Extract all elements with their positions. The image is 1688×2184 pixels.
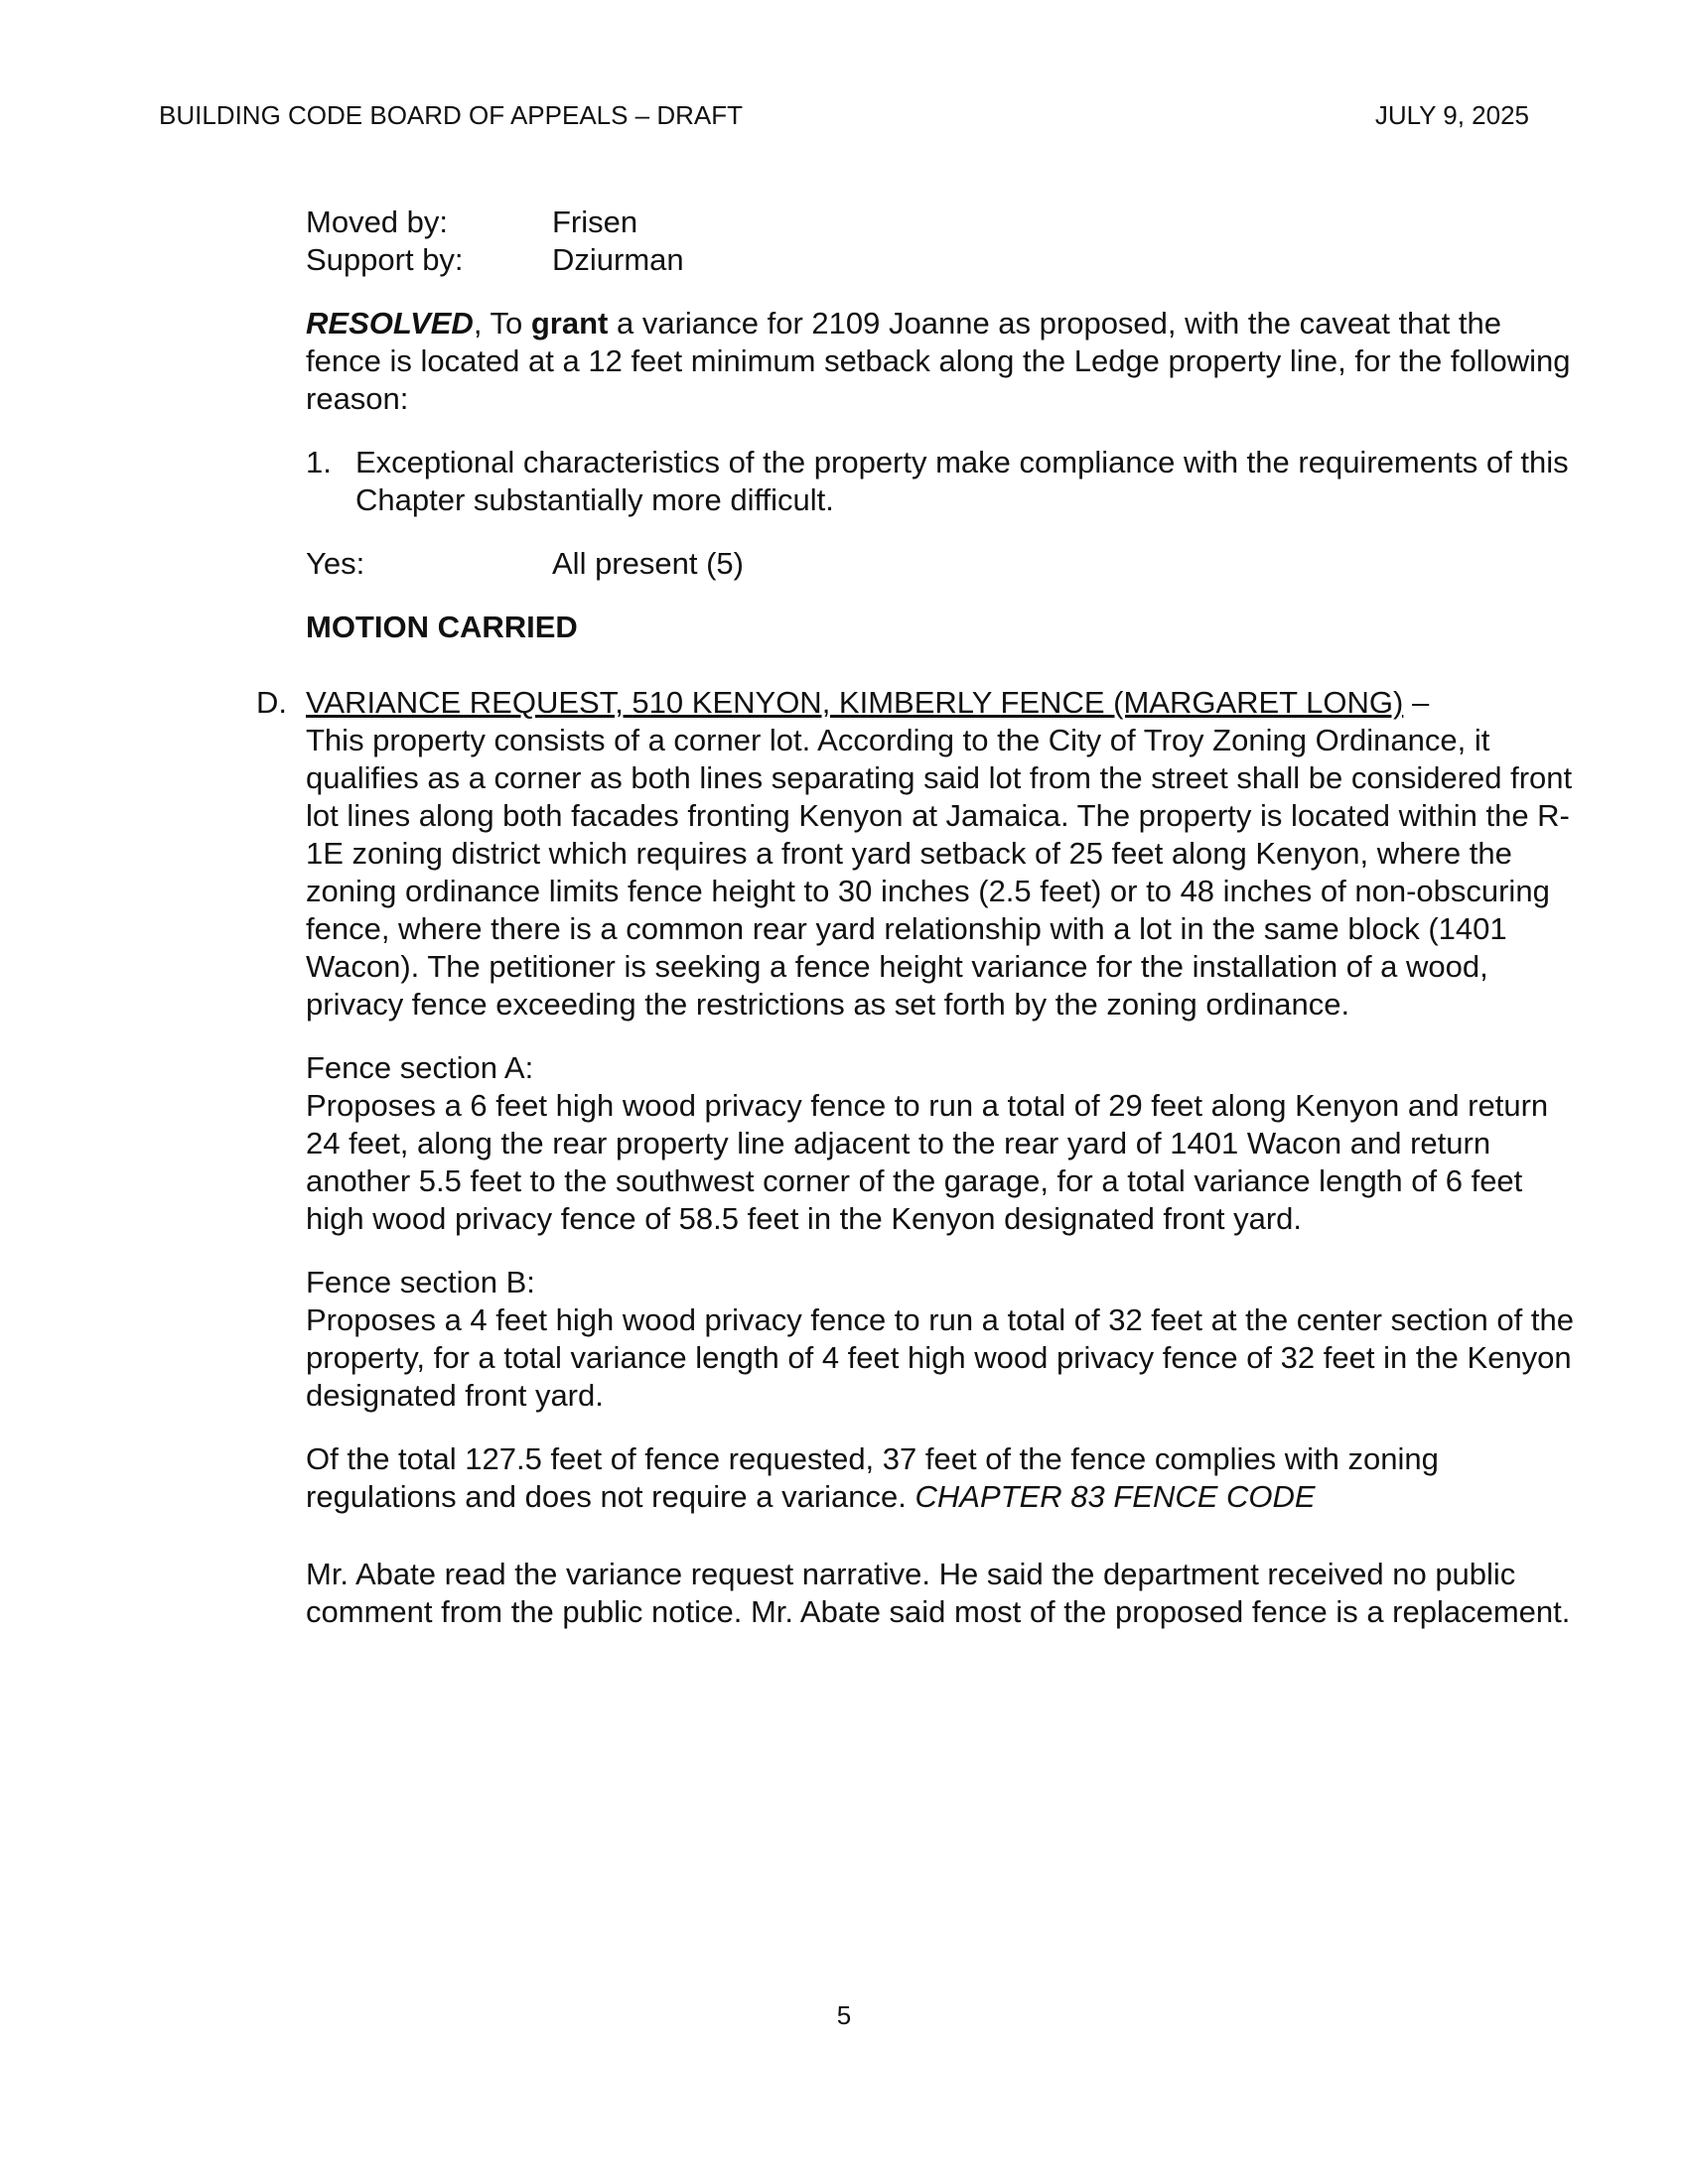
moved-by-row: [306, 204, 1577, 241]
support-by-label: Support by:: [306, 242, 464, 277]
vote-value: All present (5): [552, 546, 744, 581]
support-by-row: [306, 241, 1577, 279]
narrative-paragraph: Mr. Abate read the variance request narrative. He said the department received no public comment from the public notice. Mr. Abate said most of the proposed fence is a replacement.: [306, 1557, 1571, 1629]
fence-a-text: Proposes a 6 feet high wood privacy fence to run a total of 29 feet along Kenyon and return 24 feet, along the rear property line adjacent to the rear yard of 1401 Wacon and return another 5.5 feet to the southwest corner of the garage, for a total variance length of 6 feet high wood privacy fence of 58.5 feet in the Kenyon designated front yard.: [306, 1088, 1549, 1236]
page-number: 5: [836, 2000, 852, 2030]
fence-b-text: Proposes a 4 feet high wood privacy fence to run a total of 32 feet at the center section of the property, for a total variance length of 4 feet high wood privacy fence of 32 feet in the Kenyon designated front yard.: [306, 1302, 1574, 1413]
reason-text: Exceptional characteristics of the property make compliance with the requirements of this Chapter substantially more difficult.: [355, 445, 1569, 517]
section-d: [256, 684, 1577, 1631]
reason-list-item: [306, 444, 1577, 519]
document-body: [256, 204, 1577, 1631]
grant-keyword: grant: [530, 306, 609, 341]
code-reference: CHAPTER 83 FENCE CODE: [914, 1479, 1316, 1514]
moved-by-value: Frisen: [552, 205, 638, 239]
fence-section-a: [306, 1049, 1577, 1238]
fence-b-label: Fence section B:: [306, 1265, 535, 1299]
motion-result: MOTION CARRIED: [306, 610, 578, 644]
vote-label: Yes:: [306, 546, 365, 581]
section-d-intro: [306, 684, 1577, 1024]
fence-total-text: Of the total 127.5 feet of fence requested, 37 feet of the fence complies with zoning regulations and does not require a variance.: [306, 1441, 1439, 1514]
header-title: BUILDING CODE BOARD OF APPEALS – DRAFT: [159, 100, 744, 130]
fence-section-b: [306, 1264, 1577, 1415]
resolution-text-1: , To: [473, 306, 531, 341]
header-date: JULY 9, 2025: [1374, 100, 1529, 130]
resolution-paragraph: [306, 305, 1577, 418]
fence-a-label: Fence section A:: [306, 1050, 534, 1085]
reason-number: 1.: [306, 445, 332, 479]
resolved-keyword: RESOLVED: [306, 306, 474, 341]
section-d-title: VARIANCE REQUEST, 510 KENYON, KIMBERLY FENCE (MARGARET LONG): [306, 685, 1404, 720]
section-d-description: This property consists of a corner lot. According to the City of Troy Zoning Ordinance, it qualifies as a corner as both lines separating said lot from the street shall be considered front lot lines along both facades fronting Kenyon at Jamaica. The property is located within the R-1E zoning district which requires a front yard setback of 25 feet along Kenyon, where the zoning ordinance limits fence height to 30 inches (2.5 feet) or to 48 inches of non-obscuring fence, where there is a common rear yard relationship with a lot in the same block (1401 Wacon). The petitioner is seeking a fence height variance for the installation of a wood, privacy fence exceeding the restrictions as set forth by the zoning ordinance.: [306, 723, 1573, 1022]
resolution-text-2: a variance for 2109 Joanne as proposed, with the caveat that the fence is located at a 12 feet minimum setback along the Ledge property line, for the following reason:: [306, 306, 1571, 416]
section-d-dash: –: [1403, 685, 1430, 720]
support-by-value: Dziurman: [552, 242, 684, 277]
fence-total-paragraph: [306, 1440, 1577, 1516]
moved-by-label: Moved by:: [306, 205, 449, 239]
section-d-letter: D.: [256, 685, 287, 720]
vote-row: [306, 545, 1577, 583]
